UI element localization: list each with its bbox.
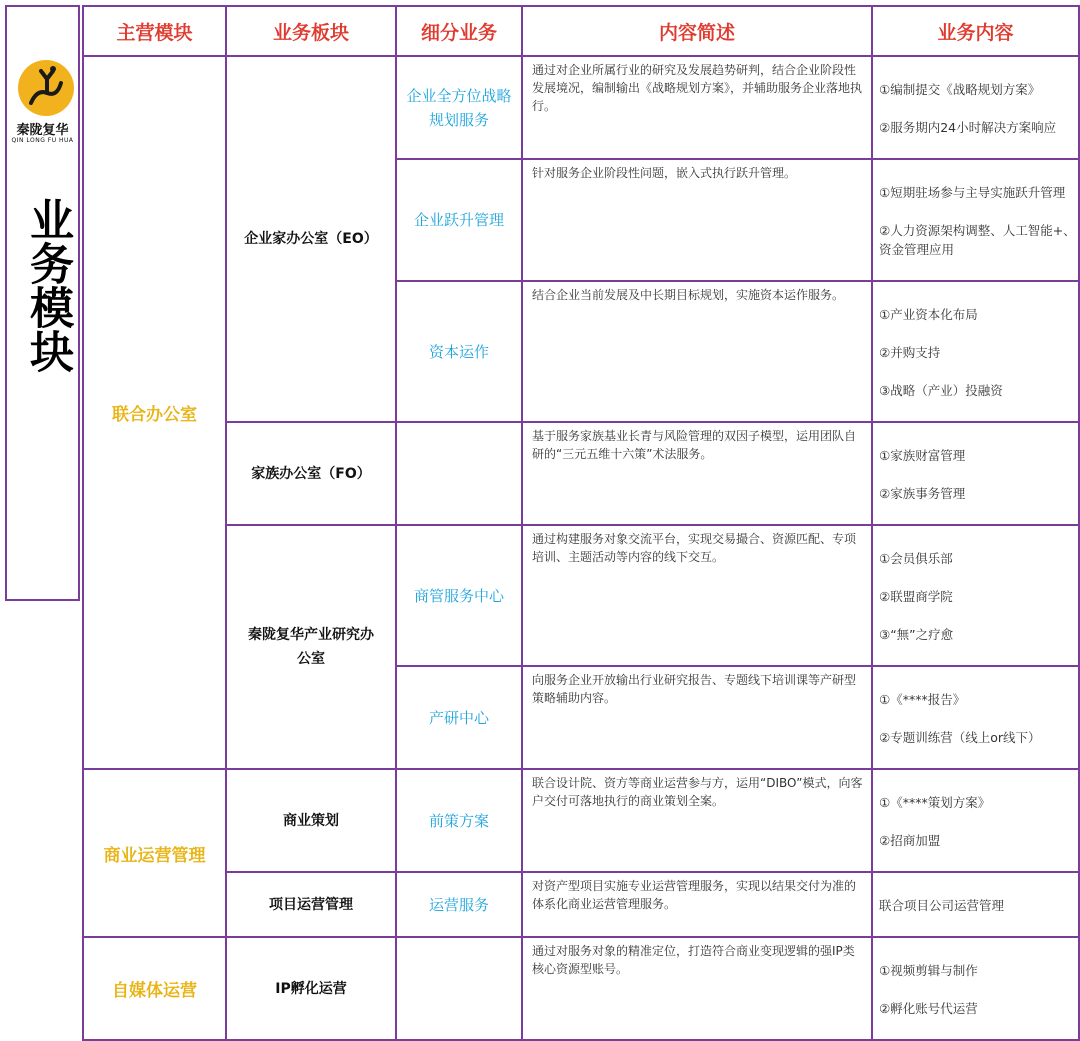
content-cell [872,56,1079,159]
content-cell [872,422,1079,525]
table-row [83,56,1079,159]
description-cell: 联合设计院、资方等商业运营参与方，运用“DIBO”模式，向客户交付可落地执行的商业策划全案。 [522,769,872,872]
header-description: 内容简述 [522,6,872,56]
description-cell: 基于服务家族基业长青与风险管理的双因子模型，运用团队自研的“三元五维十六策”术法服务。 [522,422,872,525]
content-item: ①家族财富管理 [879,448,966,463]
table-row [83,769,1079,872]
segment-cell: 家族办公室（FO） [226,422,396,525]
content-item: ③战略（产业）投融资 [879,383,1003,398]
content-cell [872,666,1079,769]
content-cell [872,281,1079,422]
header-main-module: 主营模块 [83,6,226,56]
content-item: ②招商加盟 [879,833,941,848]
segment-cell: 商业策划 [226,769,396,872]
description-cell: 通过对企业所属行业的研究及发展趋势研判，结合企业阶段性发展境况，编制输出《战略规划方案》，并辅助服务企业落地执行。 [522,56,872,159]
content-item: ①编制提交《战略规划方案》 [879,82,1041,97]
content-item: ①产业资本化布局 [879,307,978,322]
content-cell [872,159,1079,281]
content-item: ②家族事务管理 [879,486,966,501]
table-row [83,422,1079,525]
content-cell [872,872,1079,937]
description-cell: 针对服务企业阶段性问题，嵌入式执行跃升管理。 [522,159,872,281]
content-item: 联合项目公司运营管理 [879,898,1005,913]
description-cell: 向服务企业开放输出行业研究报告、专题线下培训课等产研型策略辅助内容。 [522,666,872,769]
main-module-cell: 联合办公室 [83,56,226,769]
content-cell [872,525,1079,666]
sub-business-cell: 运营服务 [396,872,522,937]
sub-business-cell [396,422,522,525]
table-row [83,872,1079,937]
segment-cell: IP孵化运营 [226,937,396,1040]
company-logo-icon [17,59,75,117]
left-rail [5,5,80,601]
description-cell: 通过对服务对象的精准定位，打造符合商业变现逻辑的强IP类核心资源型账号。 [522,937,872,1040]
content-item: ②孵化账号代运营 [879,1001,978,1016]
sub-business-cell: 资本运作 [396,281,522,422]
content-item: ①《****策划方案》 [879,795,991,810]
content-cell [872,769,1079,872]
content-item: ①短期驻场参与主导实施跃升管理 [879,185,1066,200]
content-cell [872,937,1079,1040]
header-row [83,6,1079,56]
sub-business-cell: 前策方案 [396,769,522,872]
description-cell: 结合企业当前发展及中长期目标规划，实施资本运作服务。 [522,281,872,422]
content-item: ①视频剪辑与制作 [879,963,978,978]
segment-cell: 企业家办公室（EO） [226,56,396,422]
sub-business-cell [396,56,522,159]
logo-pinyin: QIN LONG FU HUA [11,137,74,144]
content-item: ①会员俱乐部 [879,551,953,566]
sub-business-cell: 产研中心 [396,666,522,769]
content-item: ②联盟商学院 [879,589,953,604]
table-row [83,525,1079,666]
segment-cell [226,525,396,769]
table-row [83,937,1079,1040]
sub-business-cell: 企业跃升管理 [396,159,522,281]
segment-label: 秦陇复华产业研究办公室 [248,627,374,667]
description-cell: 对资产型项目实施专业运营管理服务，实现以结果交付为准的体系化商业运营管理服务。 [522,872,872,937]
business-module-table [82,5,1080,1041]
description-cell: 通过构建服务对象交流平台，实现交易撮合、资源匹配、专项培训、主题活动等内容的线下交互。 [522,525,872,666]
header-business-content: 业务内容 [872,6,1079,56]
header-sub-business: 细分业务 [396,6,522,56]
content-item: ②服务期内24小时解决方案响应 [879,120,1057,135]
rail-title: 业务模块 [22,197,73,373]
content-item: ②专题训练营（线上or线下） [879,730,1041,745]
header-segment: 业务板块 [226,6,396,56]
sub-business-cell: 商管服务中心 [396,525,522,666]
content-item: ②并购支持 [879,345,941,360]
logo-name: 秦陇复华 [16,123,69,138]
content-item: ③“無”之疗愈 [879,627,954,642]
sub-business-label: 企业全方位战略规划服务 [406,86,512,129]
sub-business-cell [396,937,522,1040]
segment-cell: 项目运营管理 [226,872,396,937]
main-module-cell: 自媒体运营 [83,937,226,1040]
main-module-cell: 商业运营管理 [83,769,226,937]
content-item: ②人力资源架构调整、人工智能+、资金管理应用 [879,223,1076,257]
content-item: ①《****报告》 [879,692,966,707]
